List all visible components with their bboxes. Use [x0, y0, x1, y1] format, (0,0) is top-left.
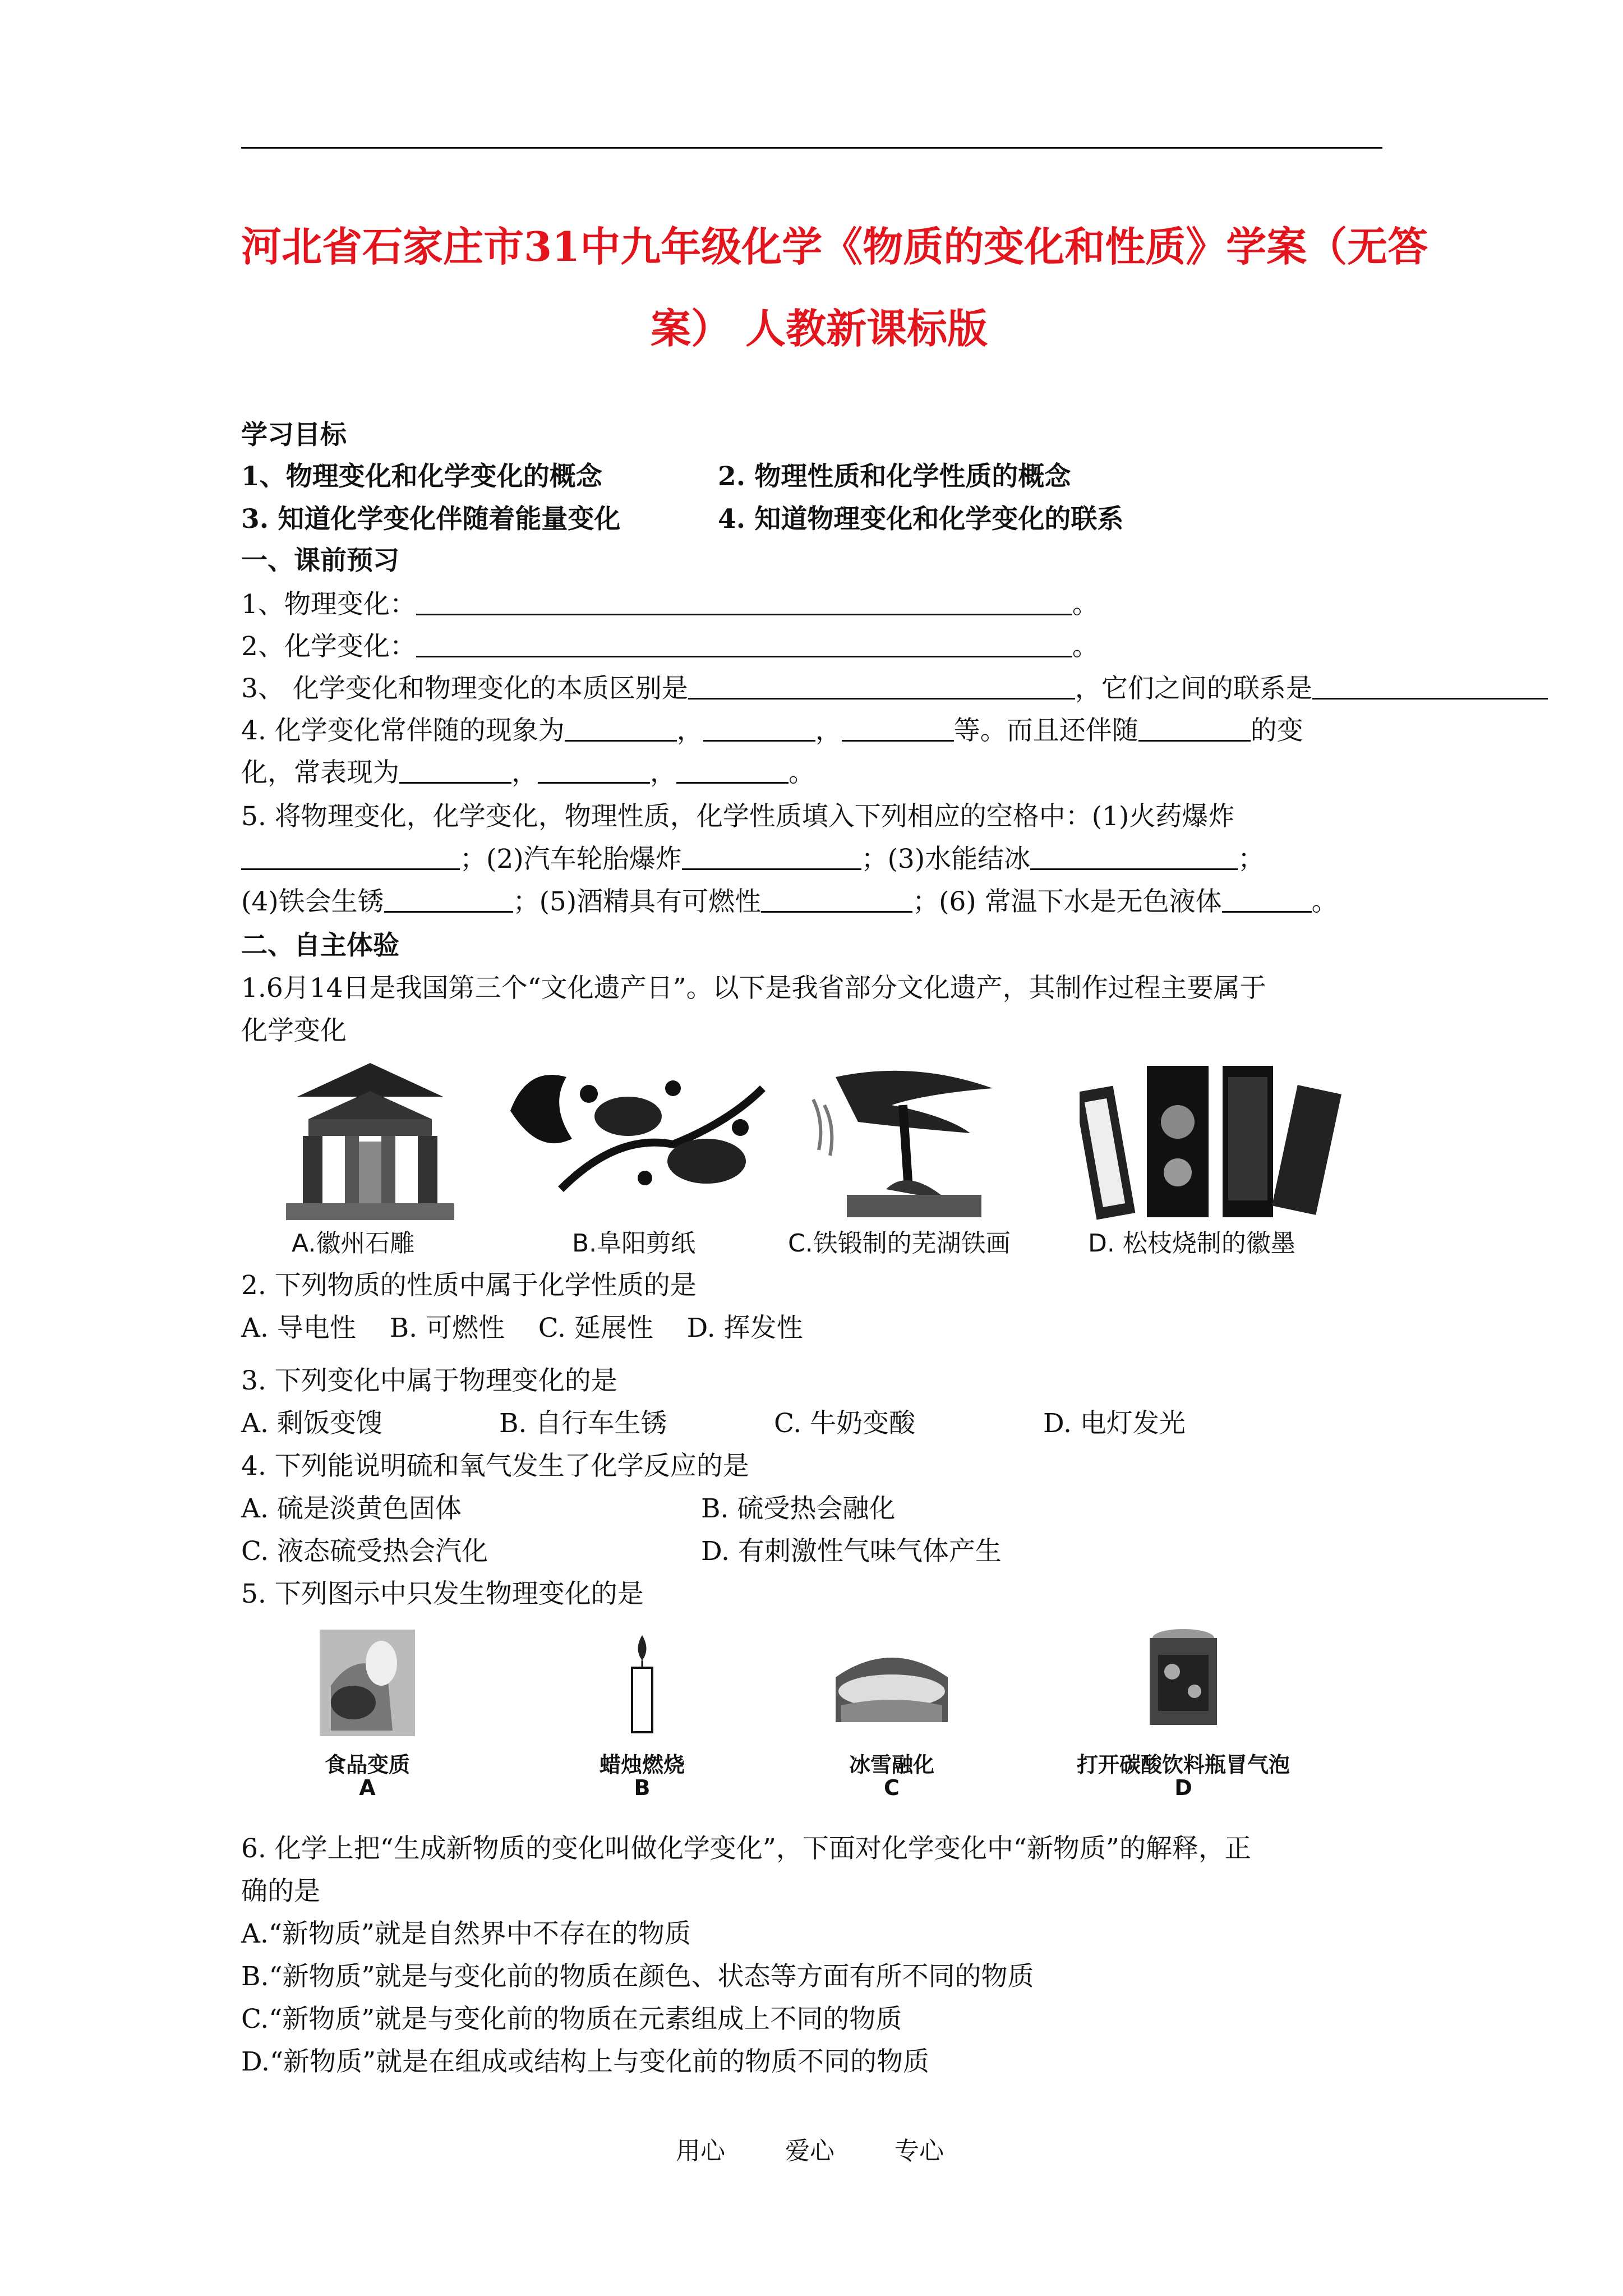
q6-option-d: D.“新物质”就是在组成或结构上与变化前的物质不同的物质 — [241, 2046, 930, 2077]
question-1-cont: 化学变化 — [241, 1015, 347, 1046]
q5-letter-a: A — [359, 1775, 376, 1800]
paper-cut-image — [505, 1055, 768, 1217]
q4-option-d: D. 有刺激性气味气体产生 — [701, 1536, 1002, 1567]
blank[interactable] — [565, 715, 677, 742]
question-3: 3. 下列变化中属于物理变化的是 — [241, 1365, 617, 1396]
question-6-cont: 确的是 — [241, 1876, 320, 1907]
q1-caption-d: D. 松枝烧制的徽墨 — [1088, 1229, 1295, 1258]
spoiled-food-image — [320, 1630, 415, 1736]
stone-archway-image — [286, 1057, 454, 1220]
ink-sticks-image — [1080, 1055, 1343, 1223]
q5-caption-a: 食品变质 — [324, 1752, 410, 1777]
preview-q3: 3、 化学变化和物理变化的本质区别是 ，它们之间的联系是 — [241, 668, 1548, 705]
preview-q5-line3: (4)铁会生锈 ；(5)酒精具有可燃性 ；(6) 常温下水是无色液体 。 — [241, 886, 1338, 917]
goal-3: 3. 知道化学变化伴随着能量变化 — [241, 504, 621, 535]
preview-q2: 2、化学变化： 。 — [241, 631, 1099, 662]
blank[interactable] — [384, 886, 513, 913]
question-2-options: A. 导电性 B. 可燃性 C. 延展性 D. 挥发性 — [241, 1313, 803, 1343]
q5-letter-c: C — [884, 1775, 900, 1800]
melting-snow-image — [836, 1644, 948, 1722]
blank[interactable] — [842, 715, 954, 742]
q4-option-c: C. 液态硫受热会汽化 — [241, 1536, 488, 1567]
q5-caption-d: 打开碳酸饮料瓶冒气泡 — [1076, 1752, 1290, 1777]
q1-caption-a: A.徽州石雕 — [292, 1229, 415, 1258]
blank[interactable] — [1222, 886, 1312, 913]
goal-1: 1、物理变化和化学变化的概念 — [241, 461, 602, 492]
q1-caption-c: C.铁锻制的芜湖铁画 — [788, 1229, 1011, 1258]
footer-text-2: 爱心 — [785, 2137, 834, 2165]
document-title-line1: 河北省石家庄市31中九年级化学《物质的变化和性质》学案（无答 — [241, 223, 1428, 270]
goal-2: 2. 物理性质和化学性质的概念 — [718, 461, 1071, 492]
blank[interactable] — [399, 757, 511, 784]
q5-letter-b: B — [634, 1775, 651, 1800]
q6-option-a: A.“新物质”就是自然界中不存在的物质 — [241, 1918, 691, 1949]
blank[interactable] — [1138, 715, 1251, 742]
section-experience-heading: 二、自主体验 — [241, 930, 399, 961]
blank[interactable] — [416, 631, 1072, 657]
document-title-line2: 案） 人教新课标版 — [651, 305, 988, 352]
blank[interactable] — [241, 844, 460, 870]
q3-option-c: C. 牛奶变酸 — [774, 1408, 916, 1439]
burning-candle-image — [625, 1630, 659, 1736]
q5-letter-d: D — [1174, 1775, 1192, 1800]
preview-q4-cont: 化，常表现为 ， ， 。 — [241, 757, 815, 788]
question-5: 5. 下列图示中只发生物理变化的是 — [241, 1579, 644, 1609]
q3-option-b: B. 自行车生锈 — [499, 1408, 667, 1439]
blank[interactable] — [416, 589, 1072, 615]
blank[interactable] — [688, 673, 1075, 700]
preview-q5: 5. 将物理变化，化学变化，物理性质，化学性质填入下列相应的空格中：(1)火药爆炸 — [241, 801, 1235, 832]
header-rule — [241, 147, 1382, 149]
q5-caption-c: 冰雪融化 — [849, 1752, 934, 1777]
blank[interactable] — [676, 757, 789, 784]
q4-option-a: A. 硫是淡黄色固体 — [241, 1493, 462, 1524]
q5-caption-b: 蜡烛燃烧 — [599, 1752, 685, 1777]
preview-q4: 4. 化学变化常伴随的现象为 ， ， 等。而且还伴随 的变 — [241, 715, 1303, 746]
q6-option-b: B.“新物质”就是与变化前的物质在颜色、状态等方面有所不同的物质 — [241, 1961, 1034, 1992]
footer-text-3: 专心 — [895, 2137, 944, 2165]
blank[interactable] — [703, 715, 815, 742]
section-preview-heading: 一、课前预习 — [241, 545, 399, 576]
q1-caption-b: B.阜阳剪纸 — [572, 1229, 696, 1258]
preview-q1: 1、物理变化： 。 — [241, 589, 1099, 620]
q3-option-d: D. 电灯发光 — [1043, 1408, 1186, 1439]
iron-painting-image — [802, 1055, 1015, 1220]
q4-option-b: B. 硫受热会融化 — [701, 1493, 896, 1524]
blank[interactable] — [1030, 844, 1238, 870]
question-4: 4. 下列能说明硫和氧气发生了化学反应的是 — [241, 1451, 749, 1481]
blank[interactable] — [538, 757, 650, 784]
q6-option-c: C.“新物质”就是与变化前的物质在元素组成上不同的物质 — [241, 2004, 902, 2035]
preview-q5-line2: ；(2)汽车轮胎爆炸 ；(3)水能结冰 ； — [241, 838, 1264, 876]
question-6: 6. 化学上把“生成新物质的变化叫做化学变化”，下面对化学变化中“新物质”的解释，正 — [241, 1833, 1251, 1864]
footer-text-1: 用心 — [676, 2137, 725, 2165]
blank[interactable] — [682, 844, 861, 870]
goal-4: 4. 知道物理变化和化学变化的联系 — [718, 504, 1124, 535]
q3-option-a: A. 剩饭变馊 — [241, 1408, 382, 1439]
soda-bottle-image — [1138, 1627, 1228, 1731]
goals-heading: 学习目标 — [241, 420, 347, 450]
blank[interactable] — [1312, 673, 1548, 700]
question-1: 1.6月14日是我国第三个“文化遗产日”。以下是我省部分文化遗产，其制作过程主要属于 — [241, 973, 1266, 1004]
blank[interactable] — [761, 886, 912, 913]
question-2: 2. 下列物质的性质中属于化学性质的是 — [241, 1270, 697, 1301]
